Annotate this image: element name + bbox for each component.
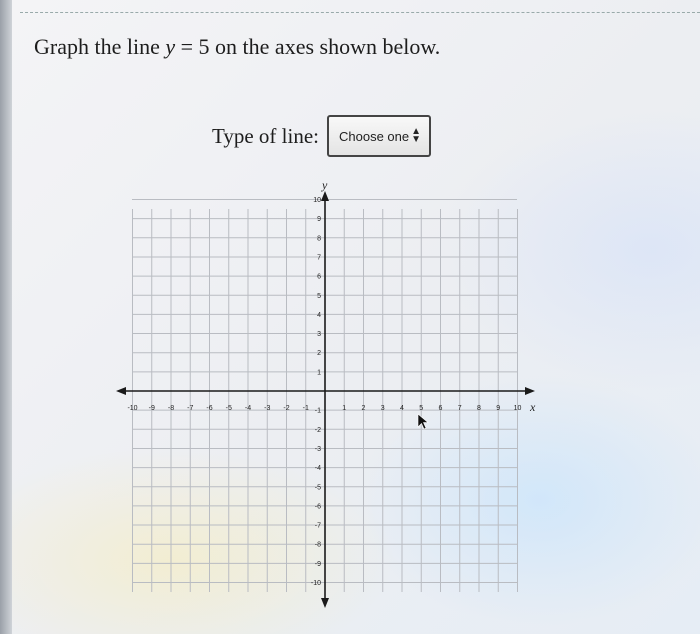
x-tick-label: 9 [496,405,501,412]
x-tick-label: -2 [283,405,290,412]
y-tick-label: 5 [317,292,321,300]
y-tick-label: 8 [317,235,321,243]
x-tick-label: 2 [361,405,366,412]
y-tick-label: -9 [314,560,321,568]
y-tick-label: -7 [314,522,321,530]
x-tick-label: 5 [419,405,424,412]
y-tick-label: 2 [317,350,321,358]
x-tick-label: -10 [127,405,138,412]
x-tick-label: 7 [457,405,462,412]
y-tick-label: -6 [314,503,321,511]
x-tick-label: 8 [477,405,481,412]
x-tick-label: -3 [264,405,271,412]
x-tick-label: -8 [167,405,175,412]
x-tick-label: -5 [225,405,232,412]
y-tick-label: -1 [314,407,321,415]
prompt-value: 5 [198,34,210,59]
y-axis-label: y [322,178,328,192]
x-axis-right-arrow-icon [525,387,535,395]
x-tick-label: -9 [148,405,155,412]
y-tick-label: -2 [314,426,321,434]
x-tick-label: 6 [438,405,443,412]
x-axis-left-arrow-icon [116,387,126,395]
y-tick-label: 3 [317,331,321,339]
prompt-variable: y [165,34,176,59]
x-tick-label: 3 [380,405,385,412]
mouse-pointer-icon [418,414,428,429]
x-tick-label: -7 [187,405,194,412]
x-tick-label: 1 [342,405,347,412]
x-tick-label: -1 [302,405,309,412]
y-axis-up-arrow-icon [321,191,329,201]
x-tick-label: -6 [206,405,213,412]
y-tick-label: -3 [314,445,321,453]
x-tick-label: -4 [244,405,252,412]
y-axis-down-arrow-icon [321,598,329,608]
x-tick-label: 4 [400,405,404,412]
line-type-label: Type of line: [212,123,319,148]
x-axis-label: x [530,400,536,414]
y-tick-label: 9 [317,216,321,224]
y-tick-label: 1 [317,369,321,377]
y-tick-label: 10 [313,197,321,204]
updown-arrows-icon: ▲ ▼ [411,126,421,145]
y-tick-label: -5 [314,484,321,492]
y-tick-label: -8 [314,541,321,549]
prompt-suffix: on the axes shown below. [215,34,441,59]
axes [116,191,535,608]
y-tick-labels [311,197,321,587]
line-type-selected: Choose one [339,128,410,144]
prompt-prefix: Graph the line [34,34,160,59]
y-tick-label: 6 [317,273,321,281]
y-tick-label: -4 [314,465,321,473]
y-tick-label: 7 [317,254,321,262]
y-tick-label: 4 [317,311,321,319]
prompt-equals: = [180,34,194,59]
x-tick-label: 10 [513,405,522,412]
y-tick-label: -10 [310,580,321,587]
